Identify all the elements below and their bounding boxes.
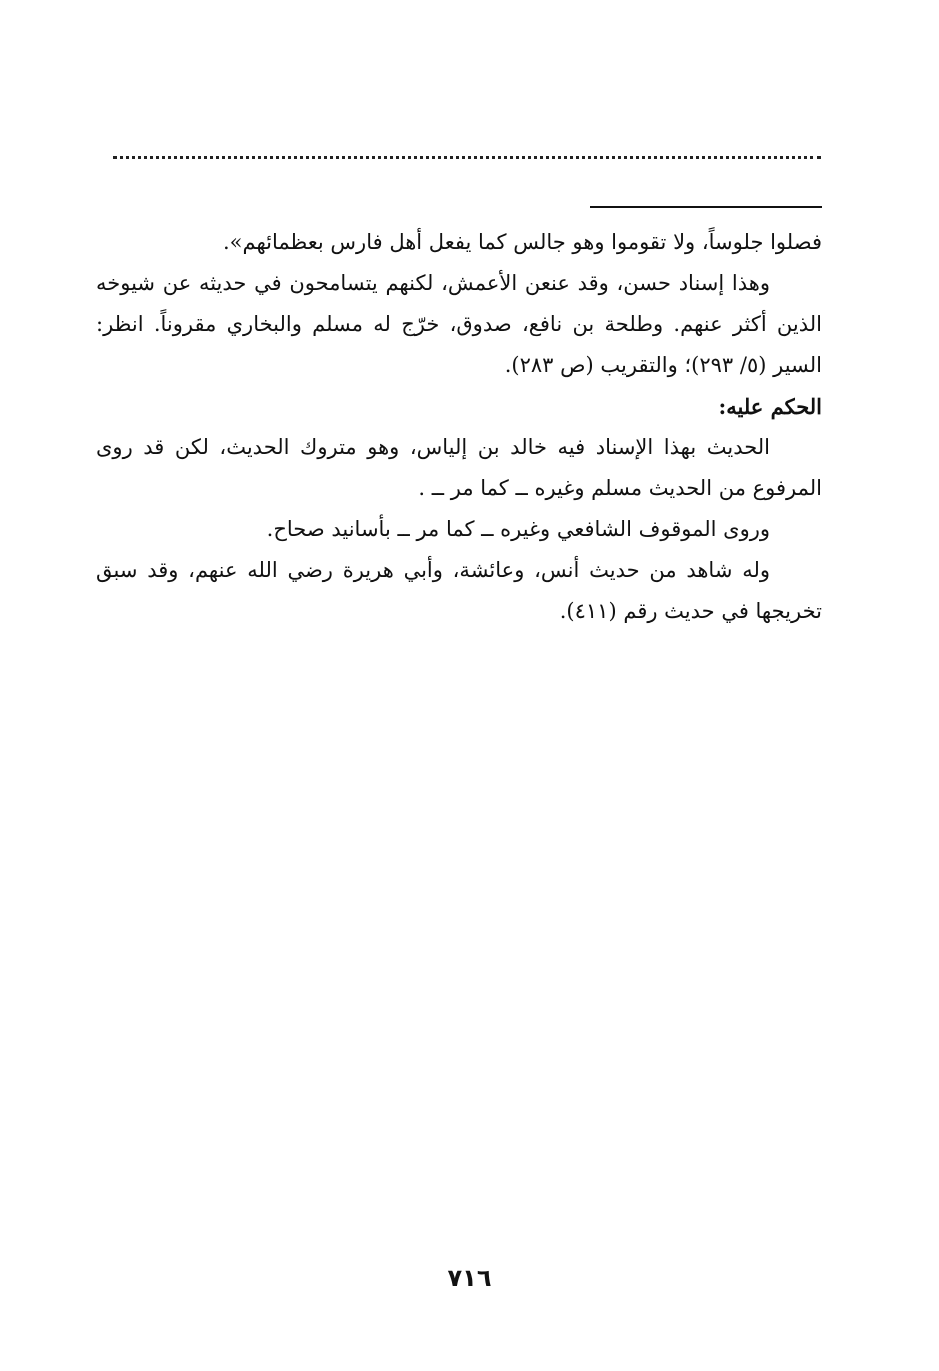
body-text: [96, 222, 822, 632]
section-heading-ruling: الحكم عليه:: [718, 394, 822, 419]
paragraph-mawquf: وروى الموقوف الشافعي وغيره ــ كما مر ــ بأسانيد صحاح.: [266, 517, 770, 541]
dotted-separator: [113, 156, 821, 159]
footnote-separator: [590, 206, 822, 208]
page-number: ٧١٦: [447, 1264, 492, 1292]
paragraph-ruling: الحديث بهذا الإسناد فيه خالد بن إلياس، وهو متروك الحديث، لكن قد روى المرفوع من الحديث مسلم وغيره ــ كما مر ــ .: [96, 435, 822, 500]
paragraph-hadith-end: فصلوا جلوساً، ولا تقوموا وهو جالس كما يفعل أهل فارس بعظمائهم».: [222, 230, 822, 254]
paragraph-witnesses: وله شاهد من حديث أنس، وعائشة، وأبي هريرة رضي الله عنهم، وقد سبق تخريجها في حديث رقم (٤١١).: [96, 558, 822, 623]
paragraph-isnad-assessment: وهذا إسناد حسن، وقد عنعن الأعمش، لكنهم يتسامحون في حديثه عن شيوخه الذين أكثر عنهم. وطلحة بن نافع، صدوق، خرّج له مسلم والبخاري مقروناً. انظر: السير (٥/ ٢٩٣)؛ والتقريب (ص ٢٨٣).: [96, 271, 822, 377]
